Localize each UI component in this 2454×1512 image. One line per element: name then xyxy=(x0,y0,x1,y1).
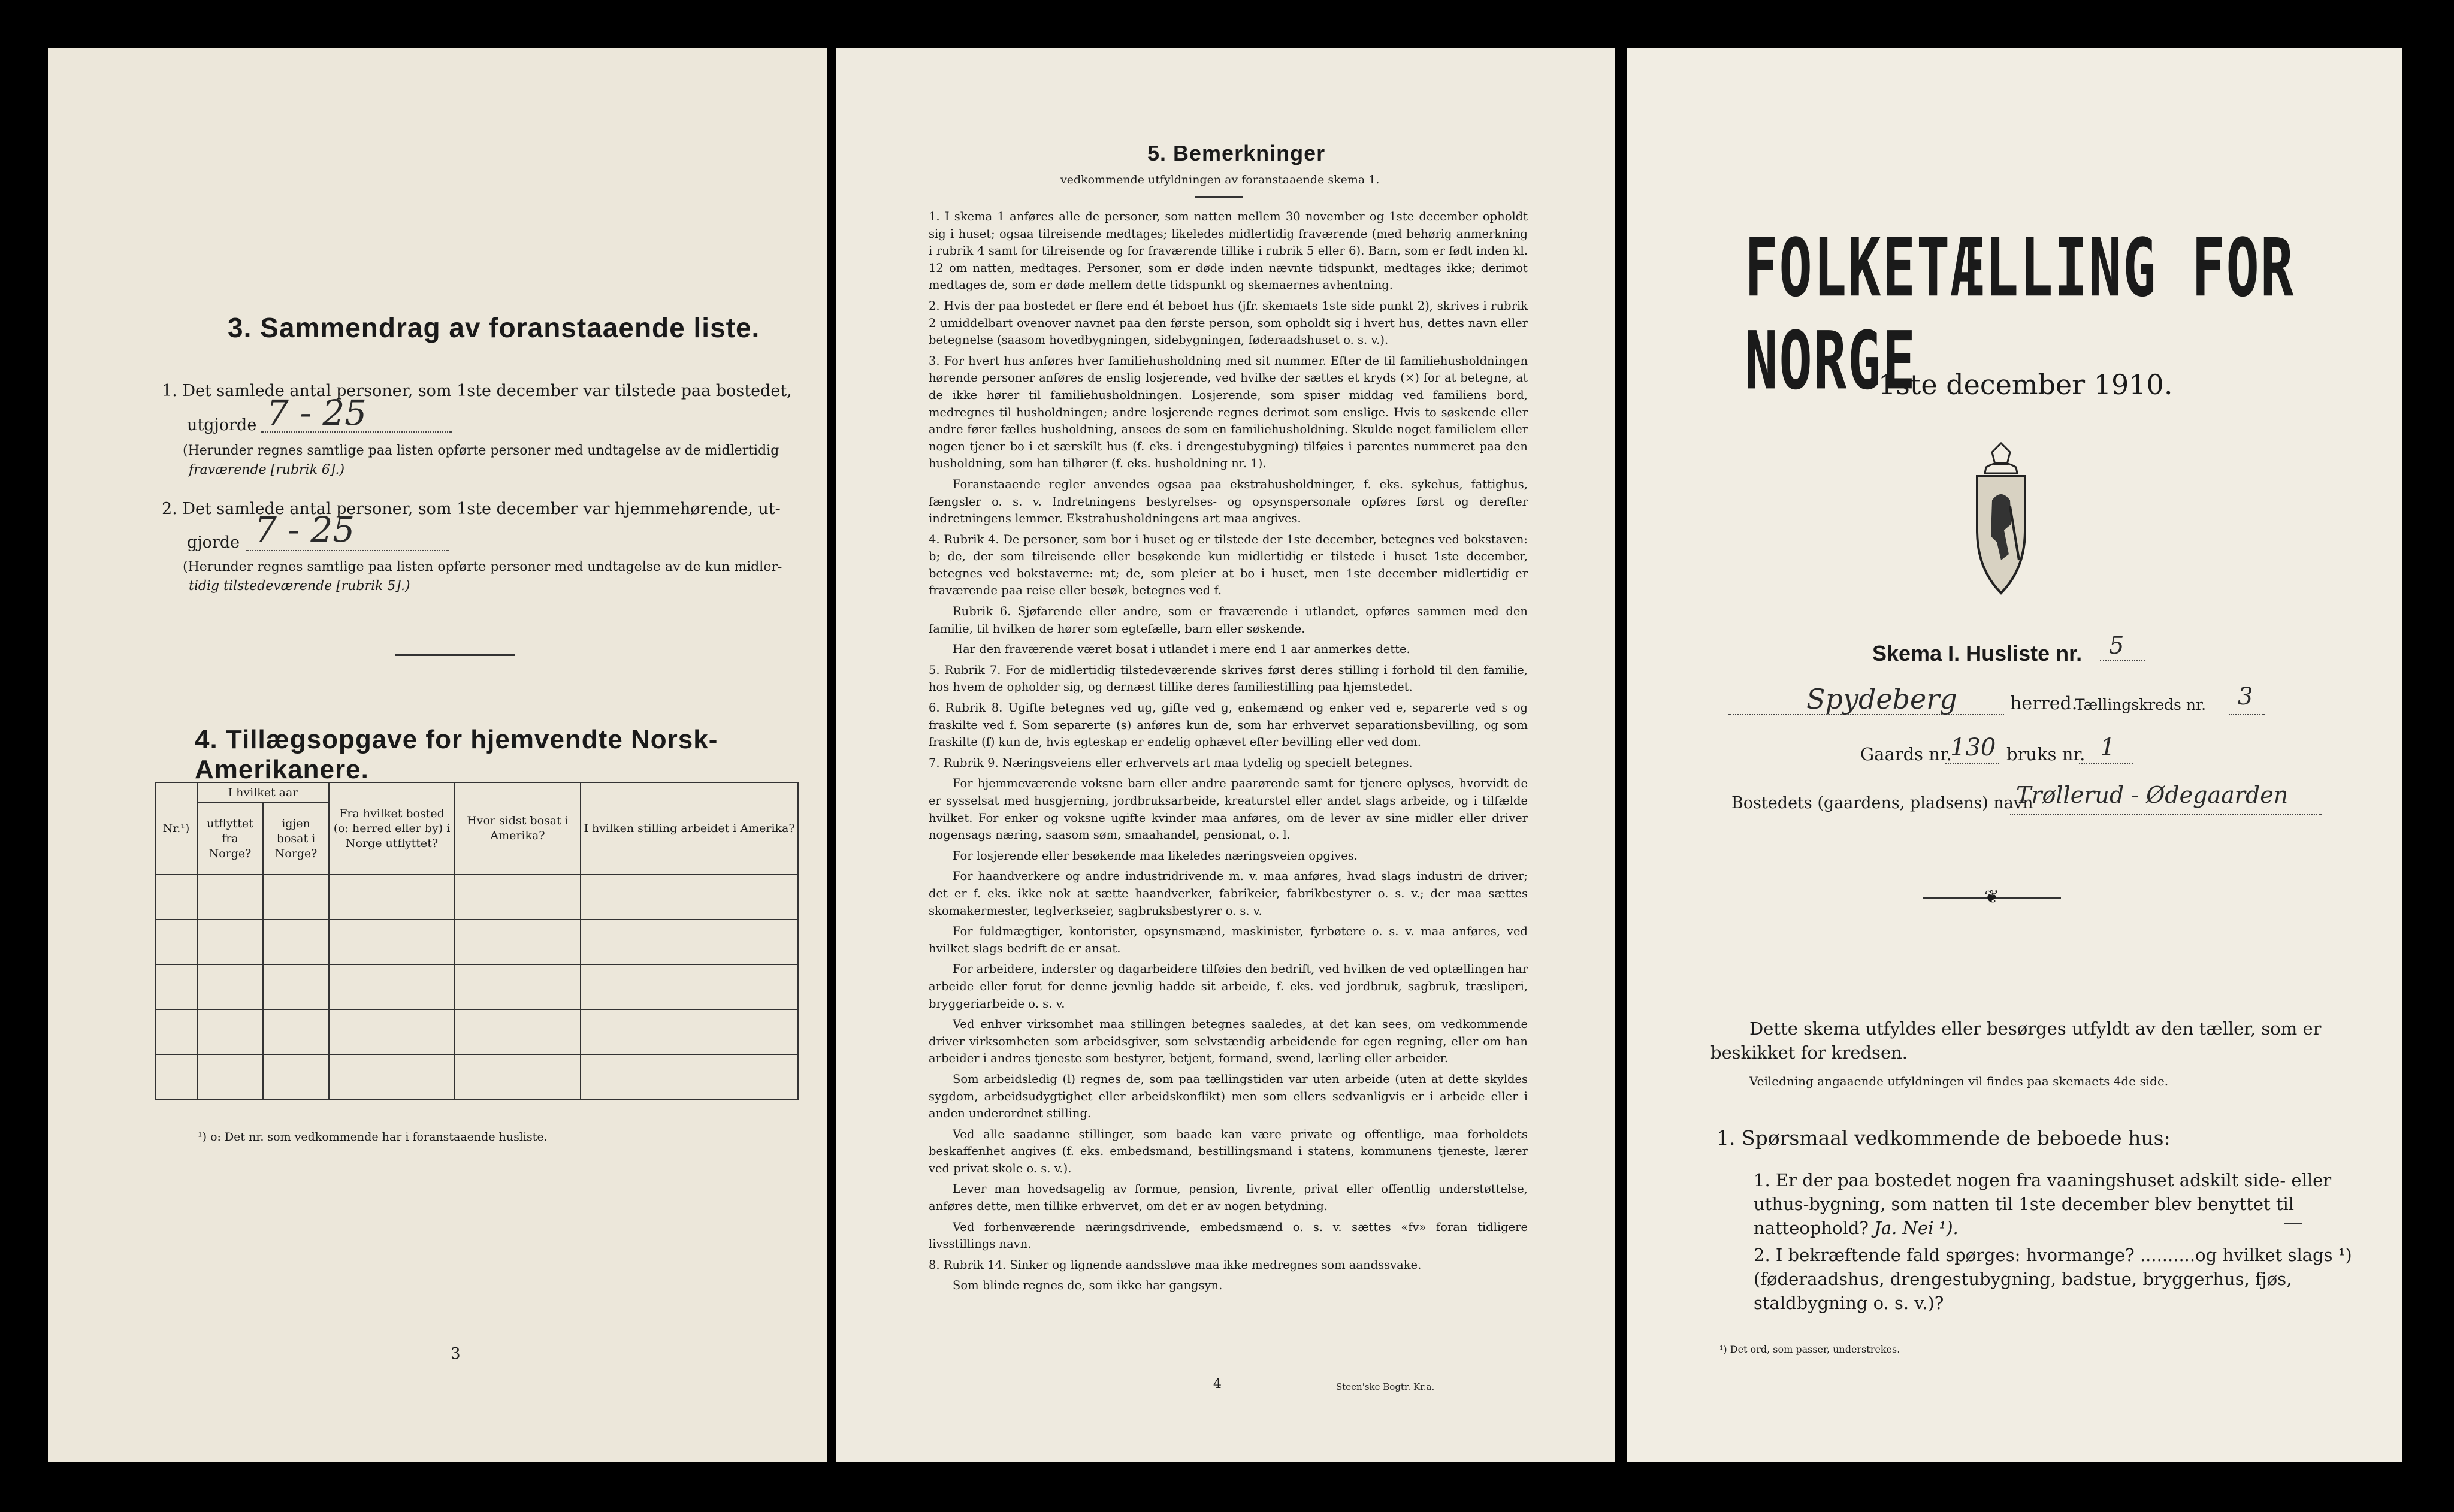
col-fra-hvilket-bosted: Fra hvilket bosted (o: herred eller by) i Norge utflyttet? xyxy=(329,782,455,875)
remark-paragraph: Foranstaaende regler anvendes ogsaa paa ekstrahusholdninger, f. eks. sykehus, fattighus, fængsler o. s. v. Indretningens bestyrelses- og opsynspersonale opføres først og derefter indretningens lemmer. Ekstrahusholdningens art maa angives. xyxy=(929,477,1528,526)
question-1 xyxy=(1754,1168,2368,1240)
census-title: FOLKETÆLLING FOR NORGE xyxy=(1745,222,2295,408)
remark-paragraph: Lever man hovedsagelig av formue, pension, livrente, privat eller offentlig understøttelse, anføres dette, men tillike erhvervet, om det er av nogen betydning. xyxy=(929,1182,1528,1214)
norsk-amerikanere-table xyxy=(155,782,799,1100)
gaards-label: Gaards nr. xyxy=(1860,744,1952,764)
table-row xyxy=(155,964,798,1009)
divider xyxy=(1195,196,1243,198)
q2-note-line1: (Herunder regnes samtlige paa listen opførte personer med undtagelse av de kun midler- xyxy=(183,560,782,574)
col-i-hvilket-aar: I hvilket aar xyxy=(197,782,329,803)
q2-gjorde-label: gjorde xyxy=(187,533,240,552)
remark-paragraph: For fuldmægtiger, kontorister, opsynsmænd, maskinister, fyrbøtere o. s. v. maa anføres, ved hvilket slags bedrift de er ansat. xyxy=(929,924,1528,955)
col-nr: Nr.¹) xyxy=(155,782,197,875)
q2-handwritten-value: 7 - 25 xyxy=(255,509,355,550)
page-right xyxy=(1627,48,2402,1462)
remark-paragraph: For arbeidere, inderster og dagarbeidere tilføies den bedrift, ved hvilken de ved optællingen har arbeide eller forut for denne jevnlig hadde sit arbeide, f. eks. ved jordbruk, sagbruk, træsliperi, bryggeriarbeide o. s. v. xyxy=(929,962,1528,1011)
intro-line2: beskikket for kredsen. xyxy=(1710,1042,1908,1063)
remark-paragraph: 7. Rubrik 9. Næringsveiens eller erhvervets art maa tydelig og specielt betegnes. xyxy=(929,755,1413,770)
table-row xyxy=(155,875,798,920)
kreds-fill-line xyxy=(2229,714,2265,715)
question-1-answer-options: Ja. Nei ¹). xyxy=(1874,1218,1959,1238)
q2-note-line2: tidig tilstedeværende [rubrik 5].) xyxy=(189,579,410,594)
husliste-handwritten: 5 xyxy=(2109,632,2124,660)
bosted-label: Bostedets (gaardens, pladsens) navn xyxy=(1731,794,2033,812)
remarks-title: 5. Bemerkninger xyxy=(1147,141,1326,165)
remark-paragraph: 4. Rubrik 4. De personer, som bor i huset og er tilstede der 1ste december, betegnes ved bokstaven: b; de, der som tilreisende eller besøkende kun midlertidig er tilstede i huset 1ste december, betegnes ved bokstaverne: mt; de, som pleier at bo i huset, men 1ste december midlertidig er fraværende paa reise eller besøk, betegnes ved f. xyxy=(929,532,1528,598)
intro-line1: Dette skema utfyldes eller besørges utfyldt av den tæller, som er xyxy=(1749,1018,2322,1039)
coat-of-arms-icon xyxy=(1968,440,2034,602)
q1-handwritten-value: 7 - 25 xyxy=(267,392,367,433)
col-utflyttet: utflyttet fra Norge? xyxy=(197,803,263,875)
page-number: 4 xyxy=(1213,1377,1222,1392)
remark-paragraph: For losjerende eller besøkende maa likeledes næringsveien opgives. xyxy=(953,848,1358,863)
bruks-label: bruks nr. xyxy=(2006,744,2086,764)
q1-note-line2: fraværende [rubrik 6].) xyxy=(189,462,345,477)
table-row xyxy=(155,1009,798,1054)
intro-note: Veiledning angaaende utfyldningen vil findes paa skemaets 4de side. xyxy=(1749,1074,2169,1088)
question-heading: 1. Spørsmaal vedkommende de beboede hus: xyxy=(1716,1126,2171,1150)
col-igjen-bosat: igjen bosat i Norge? xyxy=(263,803,329,875)
section-3-title: 3. Sammendrag av foranstaaende liste. xyxy=(228,312,760,343)
kreds-handwritten: 3 xyxy=(2238,683,2253,710)
remark-paragraph: Som arbeidsledig (l) regnes de, som paa tællingstiden var uten arbeide (uten at dette skyldes sygdom, arbeidsudygtighet eller arbeidskonflikt) men som ellers sedvanligvis er i arbeide eller i anden underordnet stilling. xyxy=(929,1072,1528,1121)
footnote: ¹) Det ord, som passer, understrekes. xyxy=(1719,1344,1900,1355)
q2-fill-line xyxy=(246,550,449,551)
kreds-label: Tællingskreds nr. xyxy=(2075,696,2207,713)
printer-imprint: Steen'ske Bogtr. Kr.a. xyxy=(1336,1381,1435,1392)
remark-paragraph: Rubrik 6. Sjøfarende eller andre, som er fraværende i utlandet, opføres sammen med den familie, til hvilken de hører som egtefælle, barn eller søskende. xyxy=(929,604,1528,636)
col-hvor-sidst-bosat: Hvor sidst bosat i Amerika? xyxy=(455,782,581,875)
remark-paragraph: 6. Rubrik 8. Ugifte betegnes ved ug, gifte ved g, enkemænd og enker ved e, separerte ved s og fraskilte ved f. Som separerte (s) anføres kun de, som har erhvervet separationsbevilling, og som fraskilte (f) kun de, hvis egteskap er endelig ophævet efter bevilling eller ved dom. xyxy=(929,701,1528,749)
footnote: ¹) o: Det nr. som vedkommende har i foranstaaende husliste. xyxy=(198,1130,548,1144)
q1-note-line1: (Herunder regnes samtlige paa listen opførte personer med undtagelse av de midlertidig xyxy=(183,443,779,458)
ornament-icon: ❦ xyxy=(1984,887,2000,908)
bruks-handwritten: 1 xyxy=(2100,734,2115,761)
remark-paragraph: Ved forhenværende næringsdrivende, embedsmænd o. s. v. sættes «fv» foran tidligere livsstillings navn. xyxy=(929,1220,1528,1251)
remark-paragraph: Som blinde regnes de, som ikke har gangsyn. xyxy=(953,1278,1223,1293)
gaards-fill-line xyxy=(1945,763,1999,764)
question-1-text: 1. Er der paa bostedet nogen fra vaaningshuset adskilt side- eller uthus-bygning, som natten til 1ste december blev benyttet til natteophold? xyxy=(1754,1170,2332,1238)
table-row xyxy=(155,920,798,964)
remark-paragraph: For haandverkere og andre industridrivende m. v. maa anføres, hvad slags industri de driver; det er f. eks. ikke nok at sætte haandverker, fabrikeier, fabrikbestyrer o. s. v.; der maa sættes skomakermester, teglverkseier, sagbruksbestyrer o. s. v. xyxy=(929,869,1528,918)
table-row xyxy=(155,1054,798,1099)
nei-underline xyxy=(2284,1223,2302,1224)
section-4-title: 4. Tillægsopgave for hjemvendte Norsk-Amerikanere. xyxy=(195,725,718,784)
herred-label: herred. xyxy=(2010,693,2078,714)
col-stilling: I hvilken stilling arbeidet i Amerika? xyxy=(581,782,798,875)
herred-handwritten: Spydeberg xyxy=(1806,683,1957,715)
remark-paragraph: Har den fraværende været bosat i utlandet i mere end 1 aar anmerkes dette. xyxy=(953,642,1410,657)
remark-paragraph: 5. Rubrik 7. For de midlertidig tilstedeværende skrives først deres stilling i forhold til den familie, hos hvem de opholder sig, og dernæst tillike deres familiestilling paa hjemstedet. xyxy=(929,663,1528,694)
remark-paragraph: Ved alle saadanne stillinger, som baade kan være private og offentlige, maa forholdets beskaffenhet angives (f. eks. embedsmand, bestillingsmand i statens, kommunens tjeneste, lærer ved privat skole o. s. v.). xyxy=(929,1127,1528,1175)
page-number: 3 xyxy=(451,1345,461,1363)
husliste-fill-line xyxy=(2100,660,2145,661)
page-left xyxy=(48,48,827,1462)
q1-utgjorde-label: utgjorde xyxy=(187,416,257,434)
skema-label: Skema I. Husliste nr. xyxy=(1872,641,2083,666)
q2-text: 2. Det samlede antal personer, som 1ste december var hjemmehørende, ut- xyxy=(162,500,781,518)
remark-paragraph: 8. Rubrik 14. Sinker og lignende aandssløve maa ikke medregnes som aandssvake. xyxy=(929,1257,1422,1272)
divider xyxy=(395,654,515,656)
bosted-handwritten: Trøllerud - Ødegaarden xyxy=(2016,782,2289,808)
remarks-subtitle: vedkommende utfyldningen av foranstaaende skema 1. xyxy=(1060,173,1380,186)
bosted-fill-line xyxy=(2010,814,2322,815)
remark-paragraph: 3. For hvert hus anføres hver familiehusholdning med sit nummer. Efter de til familiehusholdningen hørende personer anføres de enslig losjerende, ved hvilke der sættes et kryds (×) for at betegne, at de ikke hører til familiehusholdningen. Losjerende, som spiser middag ved familiens bord, medregnes til husholdningen; andre losjerende regnes derimot som enslige. Hvis to søskende eller andre fører fælles husholdning, ansees de som en familiehusholdning. Skulde noget familielem eller nogen tjener bo i et særskilt hus (f. eks. i drengestubygning) tilføies i parentes nummeret paa den husholdning, som han tilhører (f. eks. husholdning nr. 1). xyxy=(929,353,1528,471)
gaards-handwritten: 130 xyxy=(1950,734,1996,761)
remarks-body xyxy=(929,208,1528,1298)
q1-text: 1. Det samlede antal personer, som 1ste december var tilstede paa bostedet, xyxy=(162,382,792,400)
remark-paragraph: 1. I skema 1 anføres alle de personer, som natten mellem 30 november og 1ste december opholdt sig i huset; ogsaa tilreisende medtages; likeledes midlertidig fraværende (med behørig anmerkning i rubrik 4 samt for tilreisende og for fraværende tillike i rubrik 5 eller 6). Barn, som er født inden kl. 12 om natten, medtages. Personer, som er døde inden nævnte tidspunkt, medtages ikke; derimot medtages de, som er døde mellem dette tidspunkt og skemaernes avhentning. xyxy=(929,210,1528,292)
remark-paragraph: 2. Hvis der paa bostedet er flere end ét beboet hus (jfr. skemaets 1ste side punkt 2), skrives i rubrik 2 umiddelbart ovenover navnet paa den første person, som opholdt sig i hvert hus, dettes navn eller betegnelse (saasom hovedbygningen, sidebygningen, føderaadshuset o. s. v.). xyxy=(929,298,1528,347)
census-date: 1ste december 1910. xyxy=(1878,368,2173,401)
page-middle xyxy=(836,48,1615,1462)
remark-paragraph: For hjemmeværende voksne barn eller andre paarørende samt for tjenere oplyses, hvorvidt de er sysselsat med husgjerning, jordbruksarbeide, kreaturstel eller andet slags arbeide, og i tilfælde hvilket. For enker og voksne ugifte kvinder maa anføres, om de lever av sine midler eller driver nogensags næring, saasom søm, smaahandel, pensionat, o. l. xyxy=(929,776,1528,842)
bruks-fill-line xyxy=(2079,763,2133,764)
question-2: 2. I bekræftende fald spørges: hvormange? ..........og hvilket slags ¹) (føderaadshus, drengestubygning, badstue, bryggerhus, fjøs, staldbygning o. s. v.)? xyxy=(1754,1245,2352,1313)
remark-paragraph: Ved enhver virksomhet maa stillingen betegnes saaledes, at det kan sees, om vedkommende driver virksomheten som arbeidsgiver, som selvstændig arbeidende for egen regning, eller om han arbeider i andres tjeneste som bestyrer, betjent, formand, svend, lærling eller arbeider. xyxy=(929,1017,1528,1066)
